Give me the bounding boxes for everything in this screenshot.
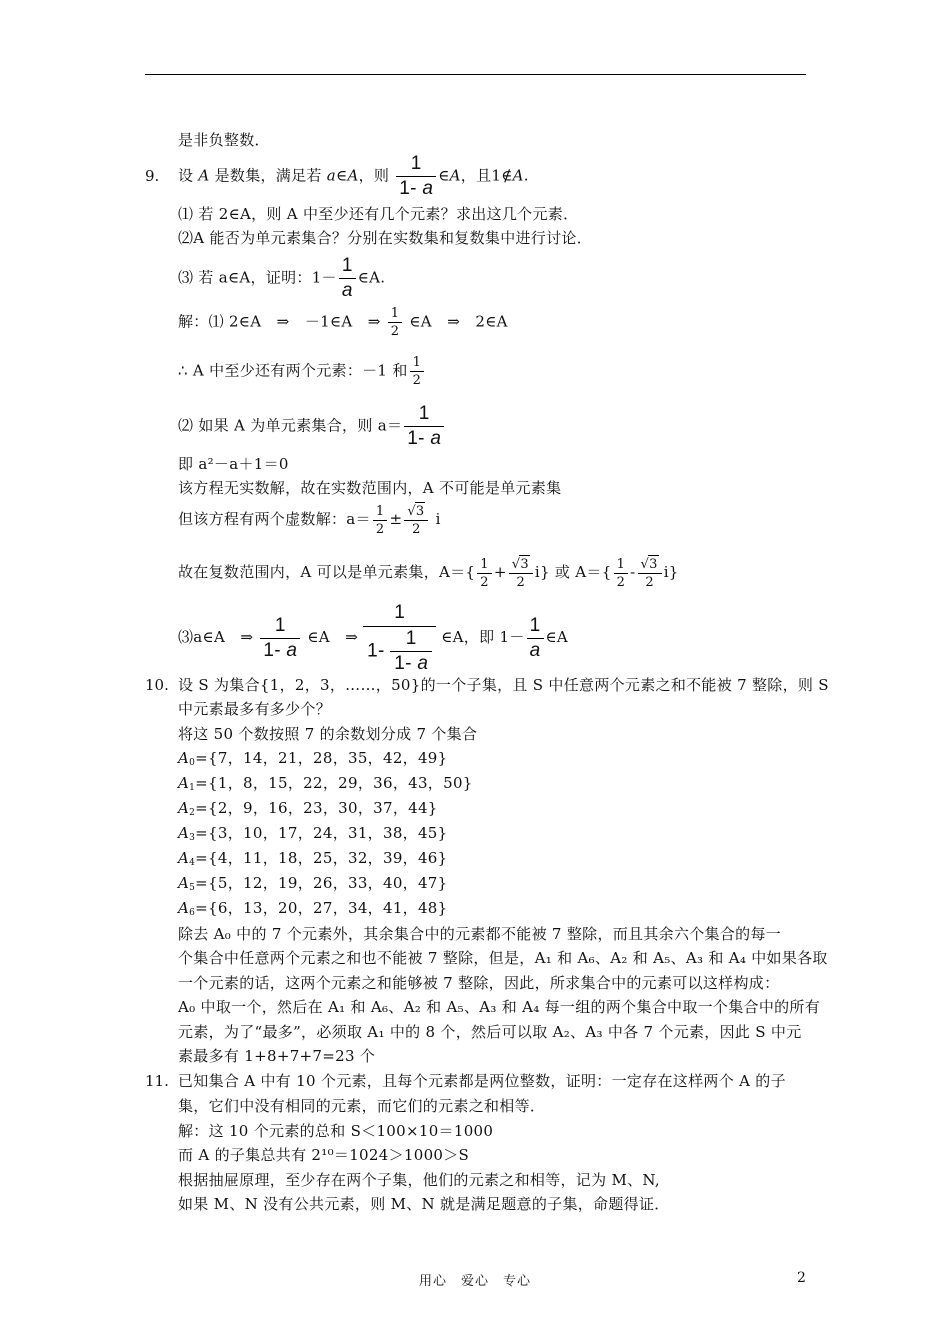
residue-set-4 bbox=[178, 849, 448, 872]
page-footer: 用心 爱心 专心 bbox=[418, 1274, 531, 1289]
problem-11-line-2: 集，它们中没有相同的元素，而它们的元素之和相等． bbox=[178, 1097, 546, 1115]
set-subscript: 2 bbox=[189, 808, 196, 818]
solution-line-2: ∴ A 中至少还有两个元素：－1 和 $\frac{1}{2}$ bbox=[178, 354, 426, 389]
residue-set-1 bbox=[178, 774, 473, 797]
set-name: A bbox=[178, 849, 190, 867]
solution-line-3: ⑵ 如果 A 为单元素集合，则 a＝ $\frac{1}{1- a}$ bbox=[178, 402, 446, 451]
set-name: A bbox=[178, 874, 190, 892]
set-elements: ={1，8，15，22，29，36，43，50} bbox=[195, 774, 473, 792]
residue-set-3 bbox=[178, 824, 448, 847]
intro-line: 是非负整数． bbox=[178, 131, 270, 149]
set-elements: ={4，11，18，25，32，39，46} bbox=[195, 849, 448, 867]
set-name: A bbox=[178, 824, 190, 842]
set-name: A bbox=[178, 799, 190, 817]
solution-line-7: 故在复数范围内，A 可以是单元素集，A＝{ $\frac{1}{2}$ + $\frac{√3}{2}$ i} 或 A＝{ $\frac{1}{2}$ - $\frac{√3}{2}$ i} bbox=[178, 556, 679, 590]
problem-9-q3: ⑶ 若 a∈A，证明：1－ $\frac{1}{a}$ ∈A. bbox=[178, 255, 386, 301]
problem-9-stem: 设 A 是数集，满足若 a∈A，则 $\frac{1}{1- a}$ ∈A，且1∉A. bbox=[178, 153, 529, 199]
set-elements: ={2，9，16，23，30，37，44} bbox=[195, 799, 438, 817]
problem-10-para-1: 除去 A₀ 中的 7 个元素外，其余集合中的元素都不能被 7 整除，而且其余六个集合的每一 bbox=[178, 925, 782, 943]
problem-11-line-5: 根据抽屉原理，至少存在两个子集，他们的元素之和相等，记为 M、N, bbox=[178, 1171, 660, 1189]
set-name: A bbox=[178, 749, 190, 767]
set-subscript: 6 bbox=[189, 908, 196, 918]
header-rule bbox=[145, 74, 806, 75]
set-name: A bbox=[178, 774, 190, 792]
problem-10-para-3: 一个元素的话，这两个元素之和能够被 7 整除，因此，所求集合中的元素可以这样构成： bbox=[178, 974, 780, 992]
set-elements: ={3，10，17，24，31，38，45} bbox=[195, 824, 448, 842]
solution-line-5: 该方程无实数解，故在实数范围内，A 不可能是单元素集 bbox=[178, 479, 562, 497]
solution-line-1: 解：⑴ 2∈A ⇒ －1∈A ⇒ $\frac{1}{2}$ ∈A ⇒ 2∈A bbox=[178, 306, 508, 339]
set-elements: ={7，14，21，28，35，42，49} bbox=[195, 749, 448, 767]
residue-set-6 bbox=[178, 899, 448, 922]
set-name: A bbox=[178, 899, 190, 917]
problem-9-number: 9. bbox=[145, 167, 160, 185]
problem-10-number: 10. bbox=[145, 676, 169, 694]
problem-11-line-1: 已知集合 A 中有 10 个元素，且每个元素都是两位整数，证明：一定存在这样两个 A 的子 bbox=[178, 1072, 786, 1090]
set-subscript: 5 bbox=[189, 883, 196, 893]
page-number: 2 bbox=[797, 1270, 806, 1286]
problem-9-q1: ⑴ 若 2∈A，则 A 中至少还有几个元素？求出这几个元素． bbox=[178, 205, 579, 223]
problem-10-para-6: 素最多有 1+8+7+7=23 个 bbox=[178, 1047, 376, 1065]
problem-10-para-2: 个集合中任意两个元素之和也不能被 7 整除，但是，A₁ 和 A₆、A₂ 和 A₅、A₃ 和 A₄ 中如果各取 bbox=[178, 949, 828, 967]
problem-11-line-4: 而 A 的子集总共有 2¹⁰＝1024＞1000＞S bbox=[178, 1146, 470, 1164]
set-subscript: 4 bbox=[189, 858, 196, 868]
set-subscript: 3 bbox=[189, 833, 196, 843]
problem-10-line-3: 将这 50 个数按照 7 的余数划分成 7 个集合 bbox=[178, 725, 478, 743]
problem-10-para-5: 元素，为了“最多”，必须取 A₁ 中的 8 个，然后可以取 A₂、A₃ 中各 7 个元素，因此 S 中元 bbox=[178, 1023, 802, 1041]
residue-set-2 bbox=[178, 799, 438, 822]
set-subscript: 0 bbox=[189, 758, 196, 768]
fraction-1-over-1-minus-a: $\frac{1}{1- a}$ bbox=[396, 152, 436, 201]
nested-fraction: 1 1- $\frac{1}{1- a}$ bbox=[363, 600, 436, 676]
problem-10-para-4: A₀ 中取一个，然后在 A₁ 和 A₆、A₂ 和 A₅、A₃ 和 A₄ 每一组的两个集合中取一个集合中的所有 bbox=[178, 998, 821, 1016]
problem-9-q2: ⑵A 能否为单元素集合？分别在实数集和复数集中进行讨论． bbox=[178, 229, 593, 247]
set-elements: ={6，13，20，27，34，41，48} bbox=[195, 899, 448, 917]
problem-11-line-3: 解：这 10 个元素的总和 S＜100×10＝1000 bbox=[178, 1122, 494, 1140]
problem-10-line-1: 设 S 为集合{1，2，3，……，50}的一个子集，且 S 中任意两个元素之和不能被 7 整除，则 S bbox=[178, 676, 829, 694]
problem-10-line-2: 中元素最多有多少个？ bbox=[178, 700, 332, 718]
residue-set-5 bbox=[178, 874, 448, 897]
solution-line-8: ⑶a∈A ⇒ $\frac{1}{1- a}$ ∈A ⇒ 1 1- $\frac{1}{1- a}$ ∈A，即 1－ $\frac{1}{a}$ ∈A bbox=[178, 602, 569, 674]
solution-line-4: 即 a²－a＋1＝0 bbox=[178, 455, 289, 473]
problem-11-line-6: 如果 M、N 没有公共元素，则 M、N 就是满足题意的子集，命题得证． bbox=[178, 1195, 670, 1213]
solution-line-6: 但该方程有两个虚数解：a＝ $\frac{1}{2}$ ± $\frac{√3}{2}$ i bbox=[178, 503, 441, 537]
set-subscript: 1 bbox=[189, 783, 196, 793]
residue-set-0 bbox=[178, 749, 448, 772]
set-elements: ={5，12，19，26，33，40，47} bbox=[195, 874, 448, 892]
problem-11-number: 11. bbox=[145, 1072, 169, 1090]
